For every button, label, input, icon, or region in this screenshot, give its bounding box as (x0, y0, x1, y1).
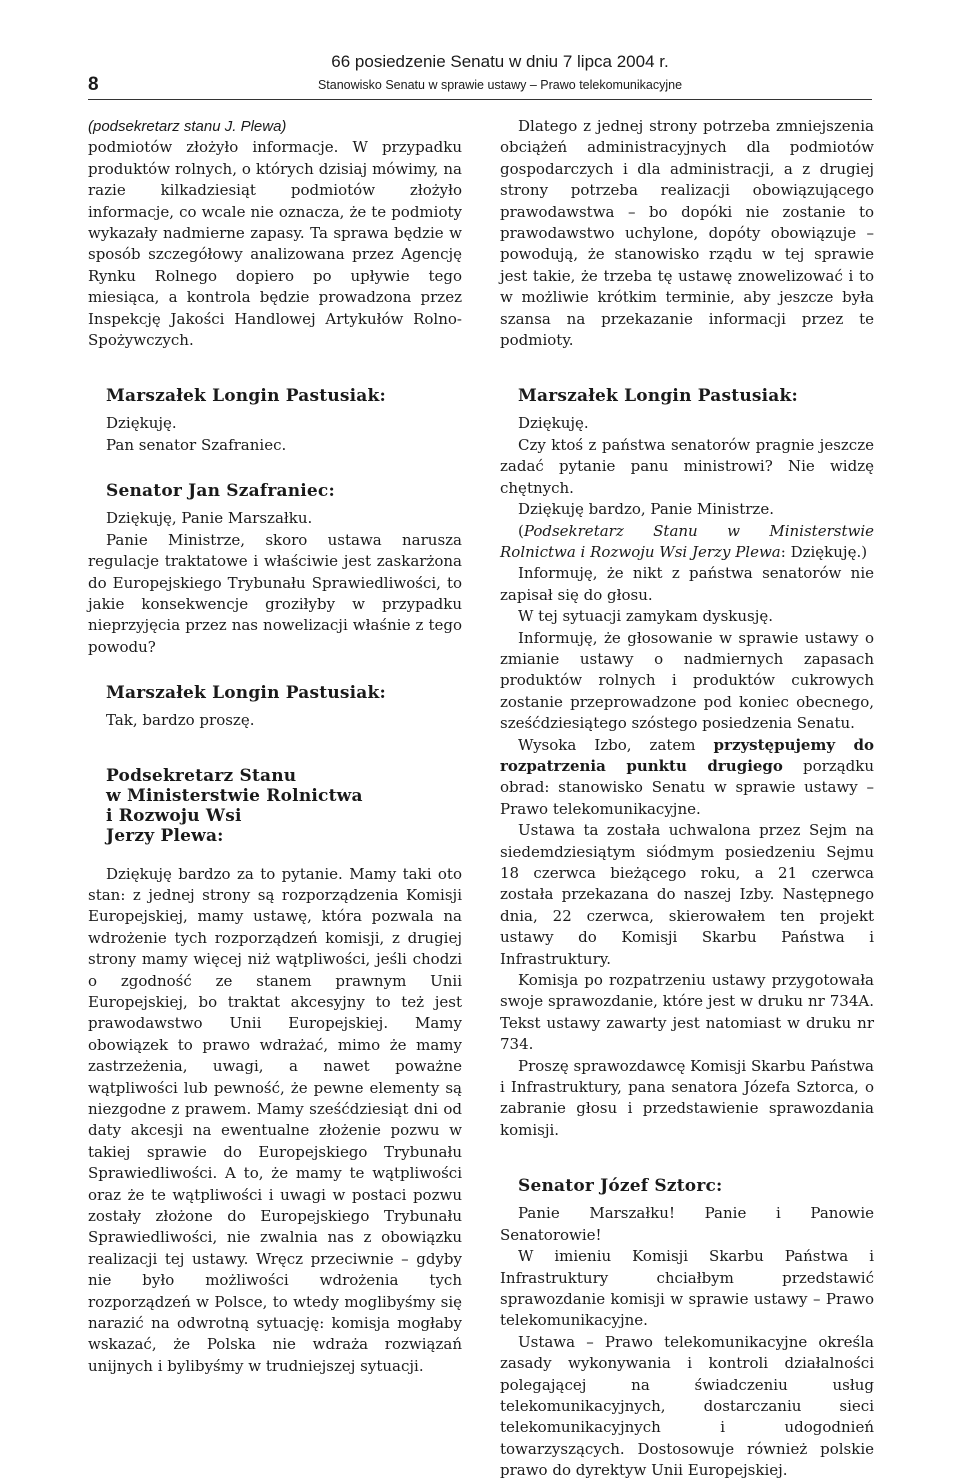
paragraph: Dziękuję, Panie Marszałku. (106, 509, 313, 528)
speaker-heading-line: i Rozwoju Wsi (106, 805, 242, 826)
paragraph: Panie Ministrze, skoro ustawa narusza regulacje traktatowe i właściwie jest zaskarżona do Europejskiego Trybunału Sprawiedliwości, to jakie konsekwencje groziłyby w przypadku nieprzyjęcia przez nas nowelizacji właśnie z tego powodu? (88, 530, 462, 656)
paragraph: Komisja po rozpatrzeniu ustawy przygotowała swoje sprawozdanie, które jest w druku nr 734A. Tekst ustawy zawarty jest natomiast w druku nr 734. (500, 971, 874, 1054)
paragraph (500, 521, 874, 564)
paragraph: Czy ktoś z państwa senatorów pragnie jeszcze zadać pytanie panu ministrowi? Nie widzę chętnych. (500, 435, 874, 497)
speaker-heading-line: Jerzy Plewa: (106, 825, 224, 846)
header-divider (88, 99, 872, 100)
italic-text: Podsekretarz Stanu w Ministerstwie Rolnictwa i Rozwoju Wsi Jerzy Plewa (500, 521, 874, 561)
text-fragment: Wysoka Izbo, zatem (518, 735, 714, 754)
paragraph: Ustawa – Prawo telekomunikacyjne określa zasady wykonywania i kontroli działalności polegającej na świadczeniu usług telekomunikacyjnych, dostarczaniu sieci telekomunikacyjnych i udogodnień towarzyszących. Dostosowuje również polskie prawo do dyrektyw Unii Europejskiej. (500, 1332, 874, 1480)
paragraph: Proszę sprawozdawcę Komisji Skarbu Państwa i Infrastruktury, pana senatora Józefa Sztorca, o zabranie głosu i przedstawienie sprawozdania komisji. (500, 1056, 874, 1139)
paragraph: W imieniu Komisji Skarbu Państwa i Infrastruktury chciałbym przedstawić sprawozdanie komisji w sprawie ustawy – Prawo telekomunikacyjne. (500, 1247, 874, 1330)
text-fragment: ( (518, 521, 524, 540)
paragraph: Tak, bardzo proszę. (106, 711, 255, 730)
paragraph: Dlatego z jednej strony potrzeba zmniejszenia obciążeń administracyjnych dla podmiotów gospodarczych i dla administracji, a z drugiej strony potrzeba realizacji obowiązującego prawodawstwa – bo dopóki nie zostanie to prawodawstwo uchylone, dopóty obowiązuje – powodują, że stanowisko rządu w tej sprawie jest takie, że trzeba tę ustawę znowelizować i to w możliwie krótkim terminie, aby jeszcze była szansa na przekazanie informacji przez te podmioty. (500, 117, 874, 350)
speaker-continuation-note: (podsekretarz stanu J. Plewa) (88, 118, 287, 135)
right-column (500, 116, 874, 1482)
speaker-heading-line: Podsekretarz Stanu (106, 765, 297, 786)
header-subtitle: Stanowisko Senatu w sprawie ustawy – Prawo telekomunikacyjne (317, 78, 683, 92)
paragraph: Dziękuję bardzo za to pytanie. Mamy taki oto stan: z jednej strony są rozporządzenia Komisji Europejskiej, mamy ustawę, która pozwala na wdrożenie tych rozporządzeń komisji, z drugiej strony mamy więcej niż wątpliwości, jeśli chodzi o zgodność ze stanem prawnym Unii Europejskiej, bo traktat akcesyjny to też jest prawodawstwo Unii Europejskiej. Mamy obowiązek to prawo wdrażać, mimo że mamy zastrzeżenia, uwagi, a nawet poważne wątpliwości lub pewność, że pewne elementy są niezgodne z prawem. Mamy sześćdziesiąt dni od daty akcesji na ewentualne złożenie pozwu w takiej sprawie do Europejskiego Trybunału Sprawiedliwości. A to, że mamy te wątpliwości oraz że te wątpliwości i uwagi w postaci pozwu zostały złożone do Europejskiego Trybunału Sprawiedliwości, nie zwalnia nas z obowiązku realizacji tej ustawy. Wręcz przeciwnie – gdyby nie było możliwości wdrożenia tych rozporządzeń w Polsce, to wtedy moglibyśmy się narazić na odwrotną sytuację: komisja mogłaby wskazać, że Polska nie wdraża rozwiązań unijnych i bylibyśmy w trudniejszej sytuacji. (88, 864, 462, 1375)
paragraph (500, 735, 874, 821)
paragraph: Pan senator Szafraniec. (106, 435, 287, 454)
paragraph: W tej sytuacji zamykam dyskusję. (518, 607, 774, 626)
paragraph: Panie Marszałku! Panie i Panowie Senatorowie! (500, 1204, 874, 1244)
header-title: 66 posiedzenie Senatu w dniu 7 lipca 2004 r. (331, 52, 669, 71)
speaker-heading: Senator Józef Sztorc: (518, 1176, 723, 1197)
text-fragment: porządku obrad: stanowisko Senatu w sprawie ustawy – Prawo telekomunikacyjne. (500, 756, 874, 818)
speaker-heading: Marszałek Longin Pastusiak: (518, 386, 798, 407)
paragraph: Informuję, że głosowanie w sprawie ustawy o zmianie ustawy o nadmiernych zapasach produktów rolnych i produktów cukrowych zostanie przeprowadzone pod koniec obecnego, sześćdziesiątego szóstego posiedzenia Senatu. (500, 628, 874, 733)
paragraph: Dziękuję. (106, 414, 177, 433)
bold-text: przystępujemy do rozpatrzenia punktu drugiego (500, 735, 874, 775)
paragraph: podmiotów złożyło informacje. W przypadku produktów rolnych, o których dzisiaj mówimy, na razie kilkadziesiąt podmiotów złożyło informacje, co wcale nie oznacza, że te podmioty wykazały nadmierne zapasy. Ta sprawa będzie w sposób szczegółowy analizowana przez Agencję Rynku Rolnego dopiero po upływie tego miesiąca, a kontrola będzie prowadzona przez Inspekcję Jakości Handlowej Artykułów Rolno-Spożywczych. (88, 138, 462, 350)
paragraph: Ustawa ta została uchwalona przez Sejm na siedemdziesiątym siódmym posiedzeniu Sejmu 18 czerwca bieżącego roku, a 21 czerwca została przekazana do naszej Izby. Następnego dnia, 22 czerwca, skierowałem ten projekt ustawy do Komisji Skarbu Państwa i Infrastruktury. (500, 821, 874, 968)
left-column (88, 116, 462, 1377)
paragraph: Dziękuję. (518, 414, 589, 433)
page-number: 8 (88, 74, 99, 95)
paragraph: Dziękuję bardzo, Panie Ministrze. (518, 500, 774, 519)
text-fragment: : Dziękuję.) (780, 542, 868, 561)
speaker-heading: Marszałek Longin Pastusiak: (106, 683, 386, 704)
speaker-heading: Marszałek Longin Pastusiak: (106, 386, 386, 407)
speaker-heading-line: w Ministerstwie Rolnictwa (106, 785, 363, 806)
speaker-heading (106, 766, 462, 846)
paragraph: Informuję, że nikt z państwa senatorów nie zapisał się do głosu. (500, 564, 874, 604)
speaker-heading: Senator Jan Szafraniec: (106, 481, 335, 502)
